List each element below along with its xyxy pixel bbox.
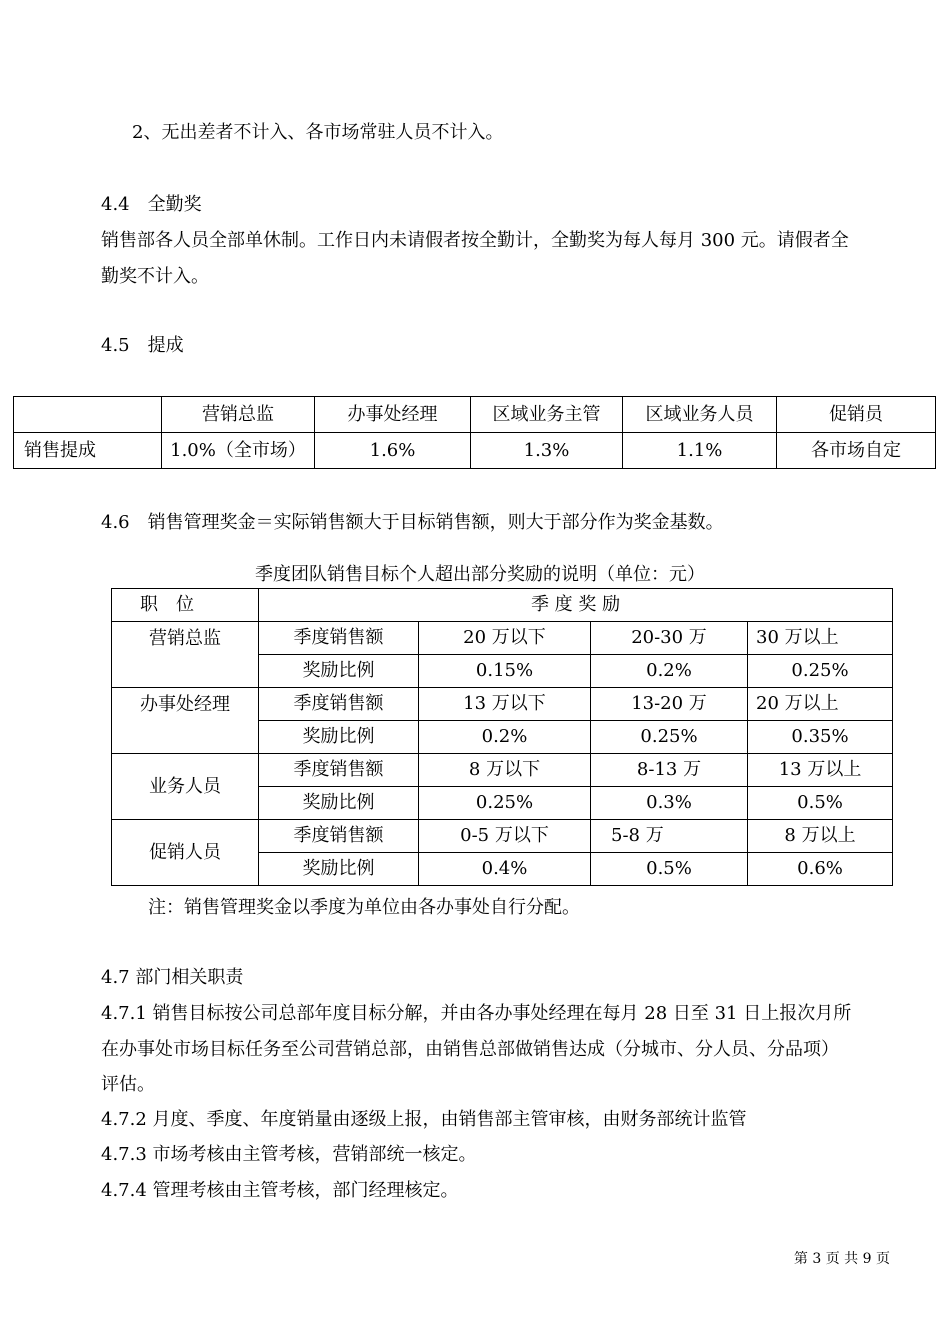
ratio-tier: 0.2% xyxy=(591,655,748,688)
table-row xyxy=(112,688,893,721)
commission-header-row xyxy=(14,397,936,433)
paragraph-no-travel: 2、无出差者不计入、各市场常驻人员不计入。 xyxy=(132,122,504,143)
ratio-tier: 0.2% xyxy=(419,721,591,754)
row-label-ratio: 奖励比例 xyxy=(259,853,419,886)
commission-table xyxy=(13,396,936,469)
row-label-ratio: 奖励比例 xyxy=(259,655,419,688)
ratio-tier: 0.25% xyxy=(591,721,748,754)
position-sales-staff: 业务人员 xyxy=(112,754,259,820)
commission-value-region-supervisor: 1.3% xyxy=(471,433,623,469)
commission-value-director: 1.0%（全市场） xyxy=(162,433,315,469)
table-row xyxy=(112,622,893,655)
ratio-tier: 0.5% xyxy=(748,787,893,820)
row-label-ratio: 奖励比例 xyxy=(259,787,419,820)
sales-tier: 0-5 万以下 xyxy=(419,820,591,853)
section-4-4-line-2: 勤奖不计入。 xyxy=(101,266,209,287)
sales-tier: 8-13 万 xyxy=(591,754,748,787)
row-label-sales: 季度销售额 xyxy=(259,820,419,853)
ratio-tier: 0.4% xyxy=(419,853,591,886)
row-label-sales: 季度销售额 xyxy=(259,754,419,787)
row-label-sales: 季度销售额 xyxy=(259,622,419,655)
bonus-header-position: 职 位 xyxy=(112,589,259,622)
commission-header-region-supervisor: 区域业务主管 xyxy=(471,397,623,433)
sales-tier: 30 万以上 xyxy=(748,622,893,655)
section-4-7-3: 4.7.3 市场考核由主管考核，营销部统一核定。 xyxy=(101,1144,477,1165)
row-label-ratio: 奖励比例 xyxy=(259,721,419,754)
sales-tier: 8 万以上 xyxy=(748,820,893,853)
commission-value-promoter: 各市场自定 xyxy=(777,433,936,469)
bonus-header-quarterly: 季 度 奖 励 xyxy=(259,589,893,622)
bonus-table xyxy=(111,588,893,886)
section-4-4-line-1: 销售部各人员全部单休制。工作日内未请假者按全勤计，全勤奖为每人每月 300 元。请假者全 xyxy=(101,230,849,251)
table-row xyxy=(112,820,893,853)
sales-tier: 13 万以上 xyxy=(748,754,893,787)
ratio-tier: 0.25% xyxy=(419,787,591,820)
table-row xyxy=(112,754,893,787)
ratio-tier: 0.35% xyxy=(748,721,893,754)
commission-value-region-staff: 1.1% xyxy=(623,433,777,469)
ratio-tier: 0.25% xyxy=(748,655,893,688)
section-4-7-title: 4.7 部门相关职责 xyxy=(101,967,244,988)
section-4-7-1-line-3: 评估。 xyxy=(101,1074,155,1095)
sales-tier: 20 万以上 xyxy=(748,688,893,721)
ratio-tier: 0.3% xyxy=(591,787,748,820)
ratio-tier: 0.6% xyxy=(748,853,893,886)
sales-tier: 13 万以下 xyxy=(419,688,591,721)
section-4-5-title: 4.5 提成 xyxy=(101,335,184,356)
section-4-7-2: 4.7.2 月度、季度、年度销量由逐级上报，由销售部主管审核，由财务部统计监管 xyxy=(101,1109,747,1130)
position-director: 营销总监 xyxy=(112,622,259,688)
section-4-7-4: 4.7.4 管理考核由主管考核，部门经理核定。 xyxy=(101,1180,459,1201)
bonus-header-row xyxy=(112,589,893,622)
section-4-7-1-line-2: 在办事处市场目标任务至公司营销总部，由销售总部做销售达成（分城市、分人员、分品项） xyxy=(101,1039,839,1060)
commission-header-region-staff: 区域业务人员 xyxy=(623,397,777,433)
section-4-4-title: 4.4 全勤奖 xyxy=(101,194,202,215)
position-office-manager: 办事处经理 xyxy=(112,688,259,754)
page-number: 第 3 页 共 9 页 xyxy=(793,1251,890,1267)
sales-tier: 20 万以下 xyxy=(419,622,591,655)
sales-tier: 13-20 万 xyxy=(591,688,748,721)
sales-tier: 20-30 万 xyxy=(591,622,748,655)
position-promoter: 促销人员 xyxy=(112,820,259,886)
ratio-tier: 0.15% xyxy=(419,655,591,688)
sales-tier: 5-8 万 xyxy=(591,820,748,853)
row-label-sales: 季度销售额 xyxy=(259,688,419,721)
commission-header-office-manager: 办事处经理 xyxy=(315,397,471,433)
commission-row-label: 销售提成 xyxy=(14,433,162,469)
commission-header-empty xyxy=(14,397,162,433)
section-4-7-1-line-1: 4.7.1 销售目标按公司总部年度目标分解，并由各办事处经理在每月 28 日至 31 日上报次月所 xyxy=(101,1003,852,1024)
bonus-note: 注：销售管理奖金以季度为单位由各办事处自行分配。 xyxy=(148,897,580,918)
commission-value-row xyxy=(14,433,936,469)
commission-header-promoter: 促销员 xyxy=(777,397,936,433)
commission-value-office-manager: 1.6% xyxy=(315,433,471,469)
ratio-tier: 0.5% xyxy=(591,853,748,886)
sales-tier: 8 万以下 xyxy=(419,754,591,787)
section-4-6-title: 4.6 销售管理奖金＝实际销售额大于目标销售额，则大于部分作为奖金基数。 xyxy=(101,512,724,533)
bonus-table-caption: 季度团队销售目标个人超出部分奖励的说明（单位：元） xyxy=(255,564,705,585)
commission-header-director: 营销总监 xyxy=(162,397,315,433)
